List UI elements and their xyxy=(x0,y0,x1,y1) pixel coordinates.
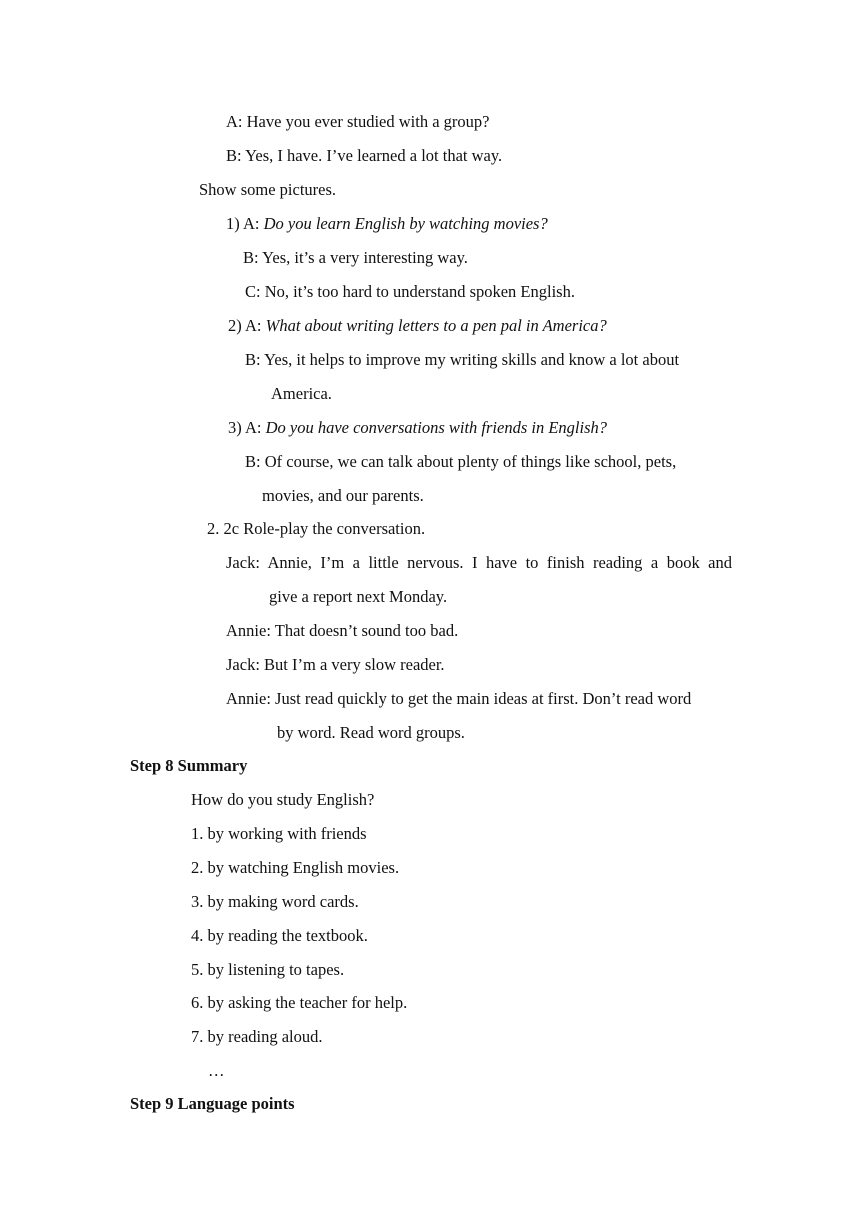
roleplay-line-1: Jack: Annie, I’m a little nervous. I have to finish reading a book and xyxy=(226,553,732,572)
picture-2-answer-b-line2: America. xyxy=(271,384,332,403)
roleplay-line-3: Annie: That doesn’t sound too bad. xyxy=(226,621,459,640)
picture-3-question xyxy=(228,418,607,438)
dialogue-line-b: B: Yes, I have. I’ve learned a lot that way. xyxy=(226,146,503,165)
picture-2-question-text: What about writing letters to a pen pal in America? xyxy=(265,316,607,335)
picture-1-question xyxy=(226,214,548,234)
picture-1-number: 1) A: xyxy=(226,214,264,233)
summary-item-5: 5. by listening to tapes. xyxy=(191,960,345,979)
summary-item-4: 4. by reading the textbook. xyxy=(191,926,368,945)
roleplay-line-5: Annie: Just read quickly to get the main ideas at first. Don’t read word xyxy=(226,689,692,708)
summary-item-2: 2. by watching English movies. xyxy=(191,858,400,877)
picture-3-question-text: Do you have conversations with friends in English? xyxy=(265,418,608,437)
step-9-heading: Step 9 Language points xyxy=(130,1094,295,1113)
roleplay-heading: 2. 2c Role-play the conversation. xyxy=(207,519,426,538)
summary-ellipsis: … xyxy=(208,1061,225,1080)
picture-2-answer-b-line1: B: Yes, it helps to improve my writing skills and know a lot about xyxy=(245,350,680,369)
summary-item-1: 1. by working with friends xyxy=(191,824,367,843)
picture-1-answer-c: C: No, it’s too hard to understand spoken English. xyxy=(245,282,575,301)
summary-question: How do you study English? xyxy=(191,790,375,809)
picture-2-question xyxy=(228,316,607,336)
picture-3-answer-b-line1: B: Of course, we can talk about plenty of things like school, pets, xyxy=(245,452,677,471)
picture-1-answer-b: B: Yes, it’s a very interesting way. xyxy=(243,248,468,267)
picture-2-number: 2) A: xyxy=(228,316,266,335)
show-pictures-text: Show some pictures. xyxy=(199,180,337,199)
step-8-heading: Step 8 Summary xyxy=(130,756,248,775)
summary-item-7: 7. by reading aloud. xyxy=(191,1027,323,1046)
summary-item-6: 6. by asking the teacher for help. xyxy=(191,993,408,1012)
dialogue-line-a: A: Have you ever studied with a group? xyxy=(226,112,490,131)
roleplay-line-4: Jack: But I’m a very slow reader. xyxy=(226,655,445,674)
roleplay-line-6: by word. Read word groups. xyxy=(277,723,465,742)
summary-item-3: 3. by making word cards. xyxy=(191,892,359,911)
roleplay-line-2: give a report next Monday. xyxy=(269,587,448,606)
picture-1-question-text: Do you learn English by watching movies? xyxy=(263,214,548,233)
picture-3-answer-b-line2: movies, and our parents. xyxy=(262,486,424,505)
picture-3-number: 3) A: xyxy=(228,418,266,437)
